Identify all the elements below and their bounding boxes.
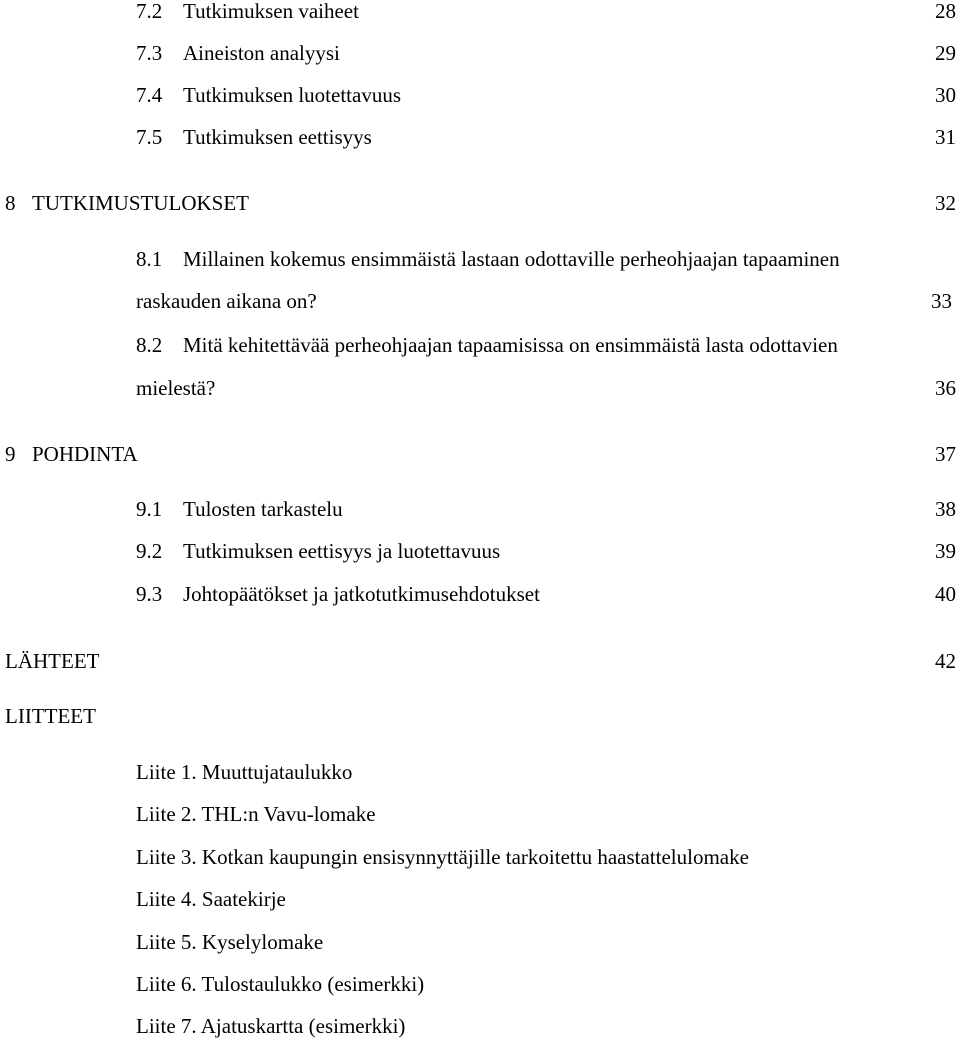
toc-entry-number: 7.5 [136,125,163,149]
toc-entry-title: Johtopäätökset ja jatkotutkimusehdotukset [183,582,540,606]
toc-entry-title: POHDINTA [32,442,138,466]
toc-entry-title: LÄHTEET [5,649,100,673]
toc-entry-number: 8.1 [136,247,163,271]
toc-entry-title: Tulosten tarkastelu [183,497,343,521]
toc-entry-title: Tutkimuksen vaiheet [183,0,359,23]
toc-entry-number: 7.3 [136,41,163,65]
appendix-title: Liite 4. Saatekirje [136,887,286,911]
toc-entry-number: 7.2 [136,0,163,23]
toc-entry-title: Aineiston analyysi [183,41,340,65]
toc-entry-number: 8.2 [136,333,163,357]
appendix-title: Liite 5. Kyselylomake [136,930,324,954]
toc-entry-number: 9 [5,442,16,466]
toc-entry-title: Mitä kehitettävää perheohjaajan tapaamisissa on ensimmäistä lasta odottavien [183,333,838,357]
toc-entry-title: Tutkimuksen luotettavuus [183,83,401,107]
toc-entry-page: 28 [935,0,956,23]
appendix-title: Liite 3. Kotkan kaupungin ensisynnyttäjille tarkoitettu haastattelulomake [136,845,749,869]
toc-entry-page: 40 [935,582,956,606]
appendix-title: Liite 2. THL:n Vavu-lomake [136,802,376,826]
toc-entry-page: 33 [931,289,952,313]
toc-entry-page: 36 [935,376,956,400]
toc-entry-title: raskauden aikana on? [136,289,317,313]
toc-entry-page: 37 [935,442,956,466]
toc-entry-page: 38 [935,497,956,521]
toc-entry-number: 8 [5,191,16,215]
toc-entry-page: 29 [935,41,956,65]
toc-entry-title: LIITTEET [5,704,96,728]
toc-entry-page: 42 [935,649,956,673]
toc-entry-page: 32 [935,191,956,215]
appendix-title: Liite 1. Muuttujataulukko [136,760,353,784]
appendix-title: Liite 7. Ajatuskartta (esimerkki) [136,1014,406,1038]
toc-entry-title: Millainen kokemus ensimmäistä lastaan odottaville perheohjaajan tapaaminen [183,247,840,271]
toc-entry-title: Tutkimuksen eettisyys ja luotettavuus [183,539,501,563]
toc-entry-title: TUTKIMUSTULOKSET [32,191,249,215]
toc-entry-title: Tutkimuksen eettisyys [183,125,372,149]
toc-entry-page: 30 [935,83,956,107]
toc-entry-number: 7.4 [136,83,163,107]
toc-entry-number: 9.2 [136,539,163,563]
toc-entry-page: 31 [935,125,956,149]
toc-entry-page: 39 [935,539,956,563]
toc-entry-number: 9.3 [136,582,163,606]
appendix-title: Liite 6. Tulostaulukko (esimerkki) [136,972,425,996]
toc-entry-number: 9.1 [136,497,163,521]
toc-entry-title: mielestä? [136,376,216,400]
